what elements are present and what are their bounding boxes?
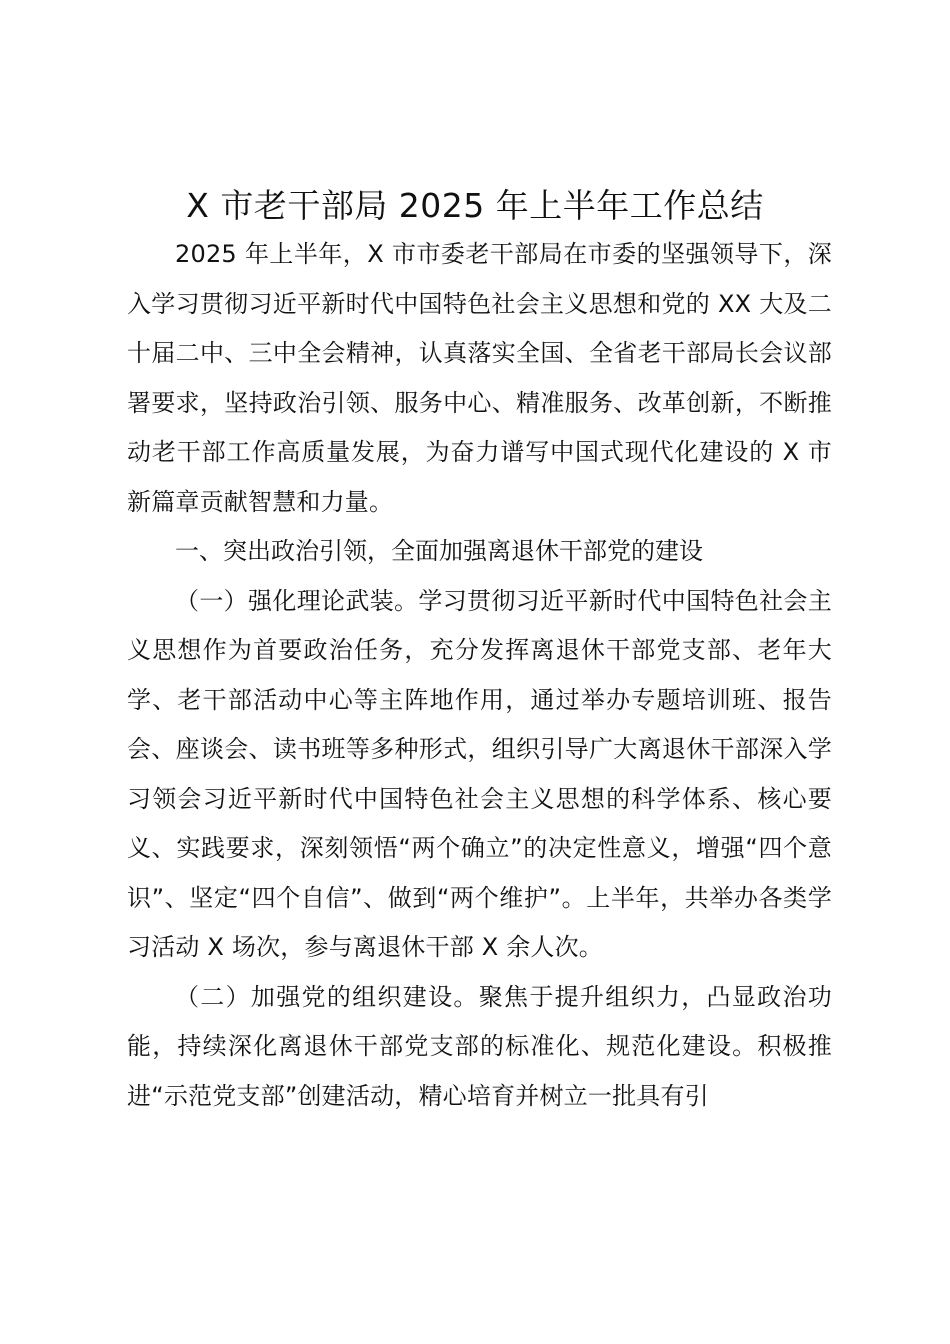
- paragraph-organization: （二）加强党的组织建设。聚焦于提升组织力，凸显政治功能，持续深化离退休干部党支部的标准化、规范化建设。积极推进“示范党支部”创建活动，精心培育并树立一批具有引: [127, 982, 832, 1110]
- document-body: [127, 230, 832, 1121]
- intro-paragraph: 2025 年上半年，X 市市委老干部局在市委的坚强领导下，深入学习贯彻习近平新时代中国特色社会主义思想和党的 XX 大及二十届二中、三中全会精神，认真落实全国、全省老干部局长会议部署要求，坚持政治引领、服务中心、精准服务、改革创新，不断推动老干部工作高质量发展，为奋力谱写中国式现代化建设的 X 市新篇章贡献智慧和力量。: [127, 240, 832, 516]
- paragraph-theory: （一）强化理论武装。学习贯彻习近平新时代中国特色社会主义思想作为首要政治任务，充分发挥离退休干部党支部、老年大学、老干部活动中心等主阵地作用，通过举办专题培训班、报告会、座谈会、读书班等多种形式，组织引导广大离退休干部深入学习领会习近平新时代中国特色社会主义思想的科学体系、核心要义、实践要求，深刻领悟“两个确立”的决定性意义，增强“四个意识”、坚定“四个自信”、做到“两个维护”。上半年，共举办各类学习活动 X 场次，参与离退休干部 X 余人次。: [127, 586, 832, 961]
- section-heading: 一、突出政治引领，全面加强离退休干部党的建设: [175, 537, 703, 565]
- document-title: X 市老干部局 2025 年上半年工作总结: [186, 186, 764, 225]
